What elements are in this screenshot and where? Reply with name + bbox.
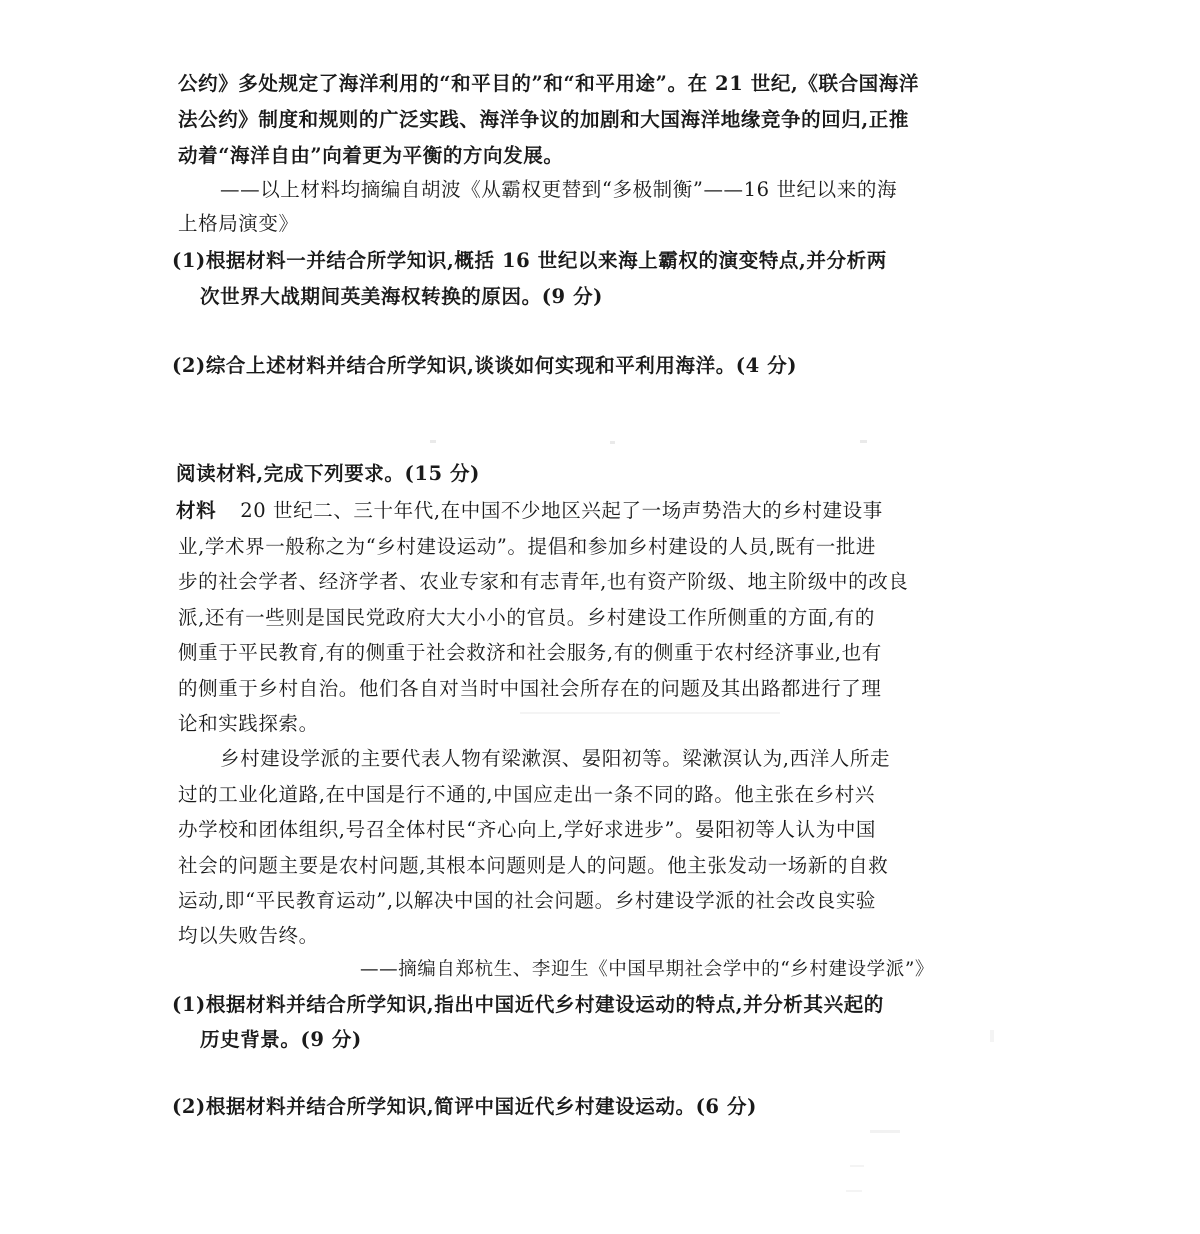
s1-p1-line-1: 公约》多处规定了海洋利用的“和平目的”和“和平用途”。在 21 世纪,《联合国海洋 <box>178 72 919 95</box>
s2-material-line-1 <box>176 497 883 525</box>
s2-p1-line-2: 业,学术界一般称之为“乡村建设运动”。提倡和参加乡村建设的人员,既有一批进 <box>178 535 877 558</box>
scan-noise <box>610 441 615 444</box>
scan-noise <box>860 440 867 443</box>
scan-noise <box>850 1165 864 1167</box>
scan-noise <box>520 712 780 714</box>
scan-noise <box>870 1130 900 1133</box>
s1-p1-line-2: 法公约》制度和规则的广泛实践、海洋争议的加剧和大国海洋地缘竞争的回归,正推 <box>178 108 909 131</box>
s1-question-1-line-2: 次世界大战期间英美海权转换的原因。(9 分) <box>200 285 604 308</box>
s2-p2-line-2: 过的工业化道路,在中国是行不通的,中国应走出一条不同的路。他主张在乡村兴 <box>178 783 875 806</box>
material-label: 材料 <box>176 499 217 522</box>
s1-question-1-line-1: (1)根据材料一并结合所学知识,概括 16 世纪以来海上霸权的演变特点,并分析两 <box>172 249 887 272</box>
scan-noise <box>990 1030 994 1042</box>
s2-p2-line-3: 办学校和团体组织,号召全体村民“齐心向上,学好求进步”。晏阳初等人认为中国 <box>178 818 877 841</box>
s1-question-2: (2)综合上述材料并结合所学知识,谈谈如何实现和平利用海洋。(4 分) <box>172 354 798 377</box>
s2-p1-line-6: 的侧重于乡村自治。他们各自对当时中国社会所存在的问题及其出路都进行了理 <box>178 677 882 700</box>
s2-p1-line-7: 论和实践探索。 <box>178 712 319 735</box>
s1-source-line-2: 上格局演变》 <box>178 212 299 235</box>
s2-source: ——摘编自郑杭生、李迎生《中国早期社会学中的“乡村建设学派”》 <box>360 959 935 980</box>
scan-noise <box>430 440 436 443</box>
s1-p1-line-3: 动着“海洋自由”向着更为平衡的方向发展。 <box>178 144 564 167</box>
s1-source-line-1: ——以上材料均摘编自胡波《从霸权更替到“多极制衡”——16 世纪以来的海 <box>220 178 898 201</box>
scan-noise <box>846 1190 862 1192</box>
s2-p1-line-5: 侧重于平民教育,有的侧重于社会救济和社会服务,有的侧重于农村经济事业,也有 <box>178 641 882 664</box>
s2-p2-line-4: 社会的问题主要是农村问题,其根本问题则是人的问题。他主张发动一场新的自救 <box>178 854 889 877</box>
s2-p2-line-5: 运动,即“平民教育运动”,以解决中国的社会问题。乡村建设学派的社会改良实验 <box>178 889 877 912</box>
s2-p1-line-4: 派,还有一些则是国民党政府大大小小的官员。乡村建设工作所侧重的方面,有的 <box>178 606 875 629</box>
s2-p1-line-1: 20 世纪二、三十年代,在中国不少地区兴起了一场声势浩大的乡村建设事 <box>240 499 883 522</box>
s2-intro: 阅读材料,完成下列要求。(15 分) <box>176 462 480 485</box>
s2-p2-line-1: 乡村建设学派的主要代表人物有梁漱溟、晏阳初等。梁漱溟认为,西洋人所走 <box>220 747 891 770</box>
s2-question-1-line-1: (1)根据材料并结合所学知识,指出中国近代乡村建设运动的特点,并分析其兴起的 <box>172 993 884 1016</box>
s2-p1-line-3: 步的社会学者、经济学者、农业专家和有志青年,也有资产阶级、地主阶级中的改良 <box>178 570 909 593</box>
s2-p2-line-6: 均以失败告终。 <box>178 924 319 947</box>
s2-question-2: (2)根据材料并结合所学知识,简评中国近代乡村建设运动。(6 分) <box>172 1095 757 1118</box>
s2-question-1-line-2: 历史背景。(9 分) <box>200 1028 362 1051</box>
